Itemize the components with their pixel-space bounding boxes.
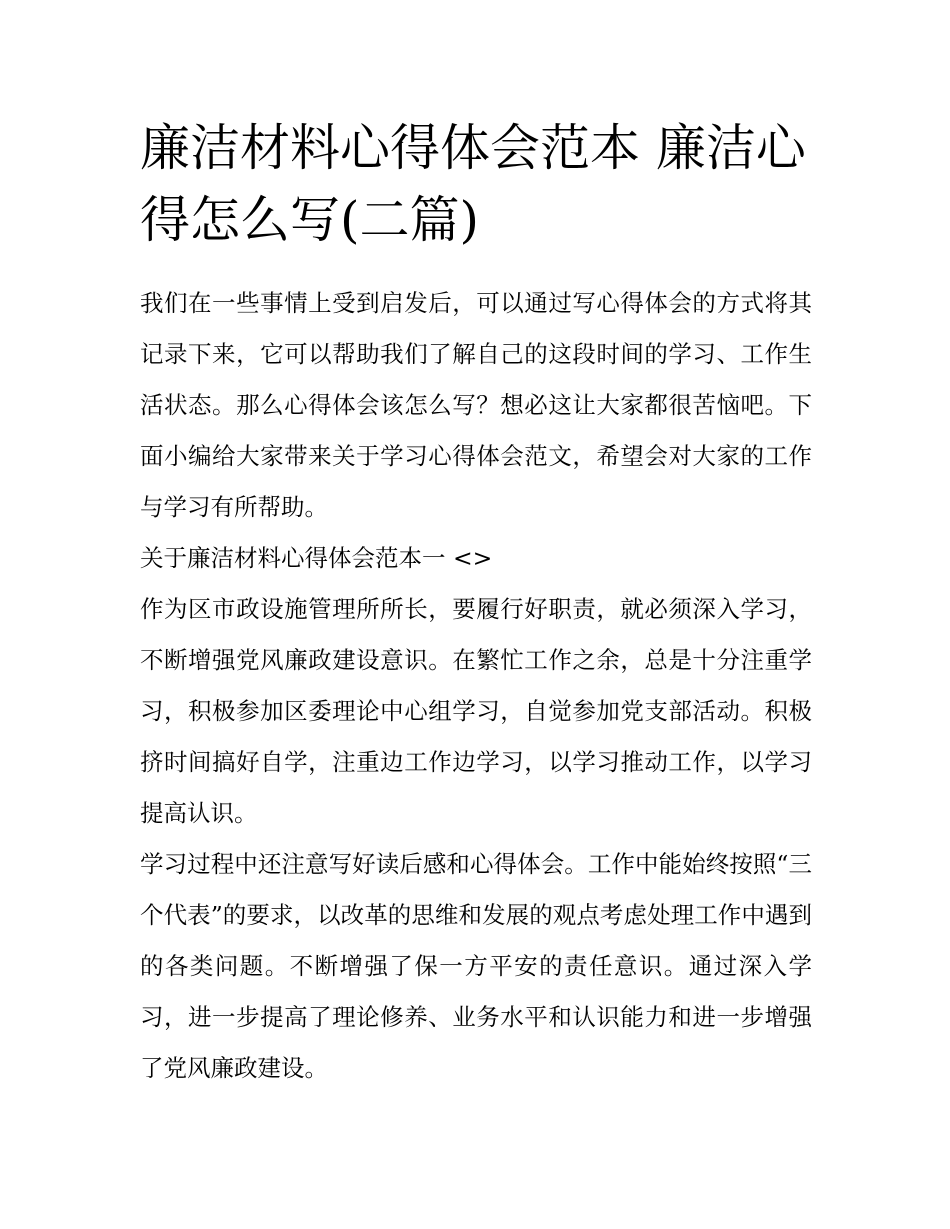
- document-page: [140, 112, 812, 1094]
- paragraph-intro: 我们在一些事情上受到启发后，可以通过写心得体会的方式将其记录下来，它可以帮助我们了解自己的这段时间的学习、工作生活状态。那么心得体会该怎么写？想必这让大家都很苦恼吧。下面小编给大家带来关于学习心得体会范文，希望会对大家的工作与学习有所帮助。: [140, 289, 812, 521]
- section-heading: 关于廉洁材料心得体会范本一 <>: [140, 544, 493, 572]
- paragraph-body-2: 学习过程中还注意写好读后感和心得体会。工作中能始终按照“三个代表”的要求，以改革的思维和发展的观点考虑处理工作中遇到的各类问题。不断增强了保一方平安的责任意识。通过深入学习，进一步提高了理论修养、业务水平和认识能力和进一步增强了党风廉政建设。: [140, 850, 812, 1082]
- paragraph-body-1: 作为区市政设施管理所所长，要履行好职责，就必须深入学习，不断增强党风廉政建设意识。在繁忙工作之余，总是十分注重学习，积极参加区委理论中心组学习，自觉参加党支部活动。积极挤时间搞好自学，注重边工作边学习，以学习推动工作，以学习提高认识。: [140, 595, 812, 827]
- document-title: 廉洁材料心得体会范本 廉洁心得怎么写(二篇): [140, 119, 806, 249]
- document-body: [140, 278, 812, 1094]
